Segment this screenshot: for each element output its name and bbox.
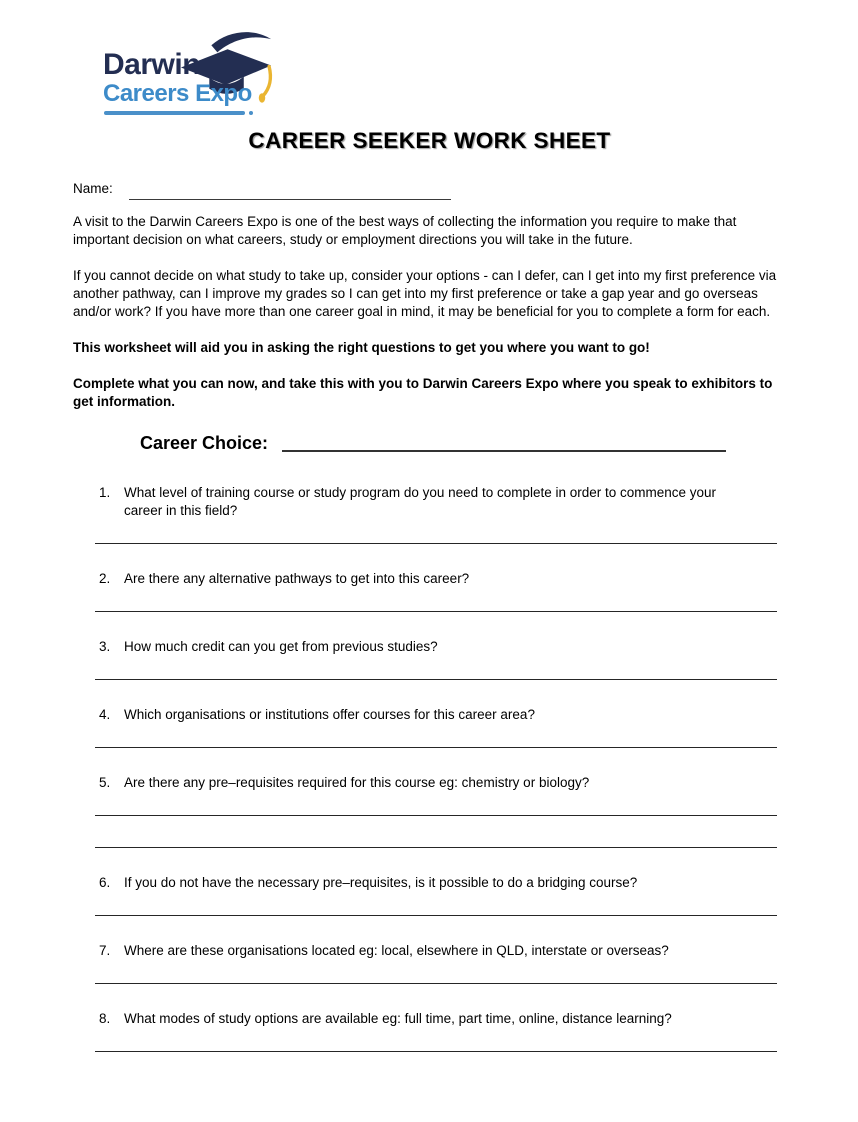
question-item-5 [95, 774, 786, 848]
answer-line [95, 815, 777, 816]
question-text: Are there any pre–requisites required for this course eg: chemistry or biology? [124, 774, 590, 790]
answer-line [95, 915, 777, 916]
question-text: Which organisations or institutions offer courses for this career area? [124, 706, 535, 722]
question-text: Are there any alternative pathways to get into this career? [124, 571, 470, 586]
name-label: Name: [73, 180, 113, 196]
complete-now-note: Complete what you can now, and take this with you to Darwin Careers Expo where you speak to exhibitors to get information. [73, 375, 773, 409]
answer-line [95, 983, 777, 984]
question-text: What modes of study options are available eg: full time, part time, online, distance learning? [124, 1010, 672, 1026]
answer-line [95, 847, 777, 848]
question-number: 5. [99, 774, 111, 790]
question-number: 8. [99, 1010, 111, 1026]
question-number: 2. [99, 571, 111, 586]
answer-line [95, 747, 777, 748]
worksheet-aid-note: This worksheet will aid you in asking the right questions to get you where you want to go! [73, 339, 650, 355]
question-number: 4. [99, 706, 111, 722]
career-choice-fill-line [282, 450, 726, 452]
question-text: If you do not have the necessary pre–requisites, is it possible to do a bridging course? [124, 874, 638, 890]
question-number: 1. [99, 485, 111, 501]
answer-line [95, 611, 777, 612]
question-item-3 [95, 638, 786, 680]
logo-underline [104, 111, 245, 115]
question-number: 3. [99, 638, 111, 654]
logo-underline-dot [249, 111, 253, 115]
intro-paragraph-2: If you cannot decide on what study to take up, consider your options - can I defer, can I get into my first preference via another pathway, can I improve my grades so I can get into my first preference or take a gap year and go overseas and/or work? If you have more than one career goal in mind, it may be beneficial for you to complete a form for each. [73, 267, 777, 319]
page-title: CAREER SEEKER WORK SHEET [248, 128, 611, 153]
question-text: What level of training course or study program do you need to complete in order to commence your career in this field? [124, 485, 717, 519]
name-fill-line [129, 199, 451, 200]
logo-title-text: Darwin [103, 48, 201, 81]
question-text: Where are these organisations located eg: local, elsewhere in QLD, interstate or overseas? [124, 942, 669, 958]
question-item-8 [95, 1010, 786, 1052]
answer-line [95, 679, 777, 680]
question-item-6 [95, 874, 786, 916]
question-item-2 [95, 570, 786, 612]
name-field-row [73, 180, 786, 198]
career-choice-label: Career Choice: [140, 432, 269, 453]
career-choice-row [140, 433, 786, 455]
logo-subtitle-text: Careers Expo [103, 80, 252, 107]
question-item-7 [95, 942, 786, 984]
questions-list [95, 484, 786, 1052]
question-number: 7. [99, 942, 111, 958]
question-text: How much credit can you get from previous studies? [124, 638, 438, 654]
question-number: 6. [99, 874, 111, 890]
darwin-careers-expo-logo [103, 38, 333, 120]
intro-paragraph-1: A visit to the Darwin Careers Expo is one of the best ways of collecting the information you require to make that important decision on what careers, study or employment directions you will take in the future. [73, 213, 737, 247]
answer-line [95, 543, 777, 544]
question-item-4 [95, 706, 786, 748]
answer-line [95, 1051, 777, 1052]
question-item-1 [95, 484, 786, 544]
